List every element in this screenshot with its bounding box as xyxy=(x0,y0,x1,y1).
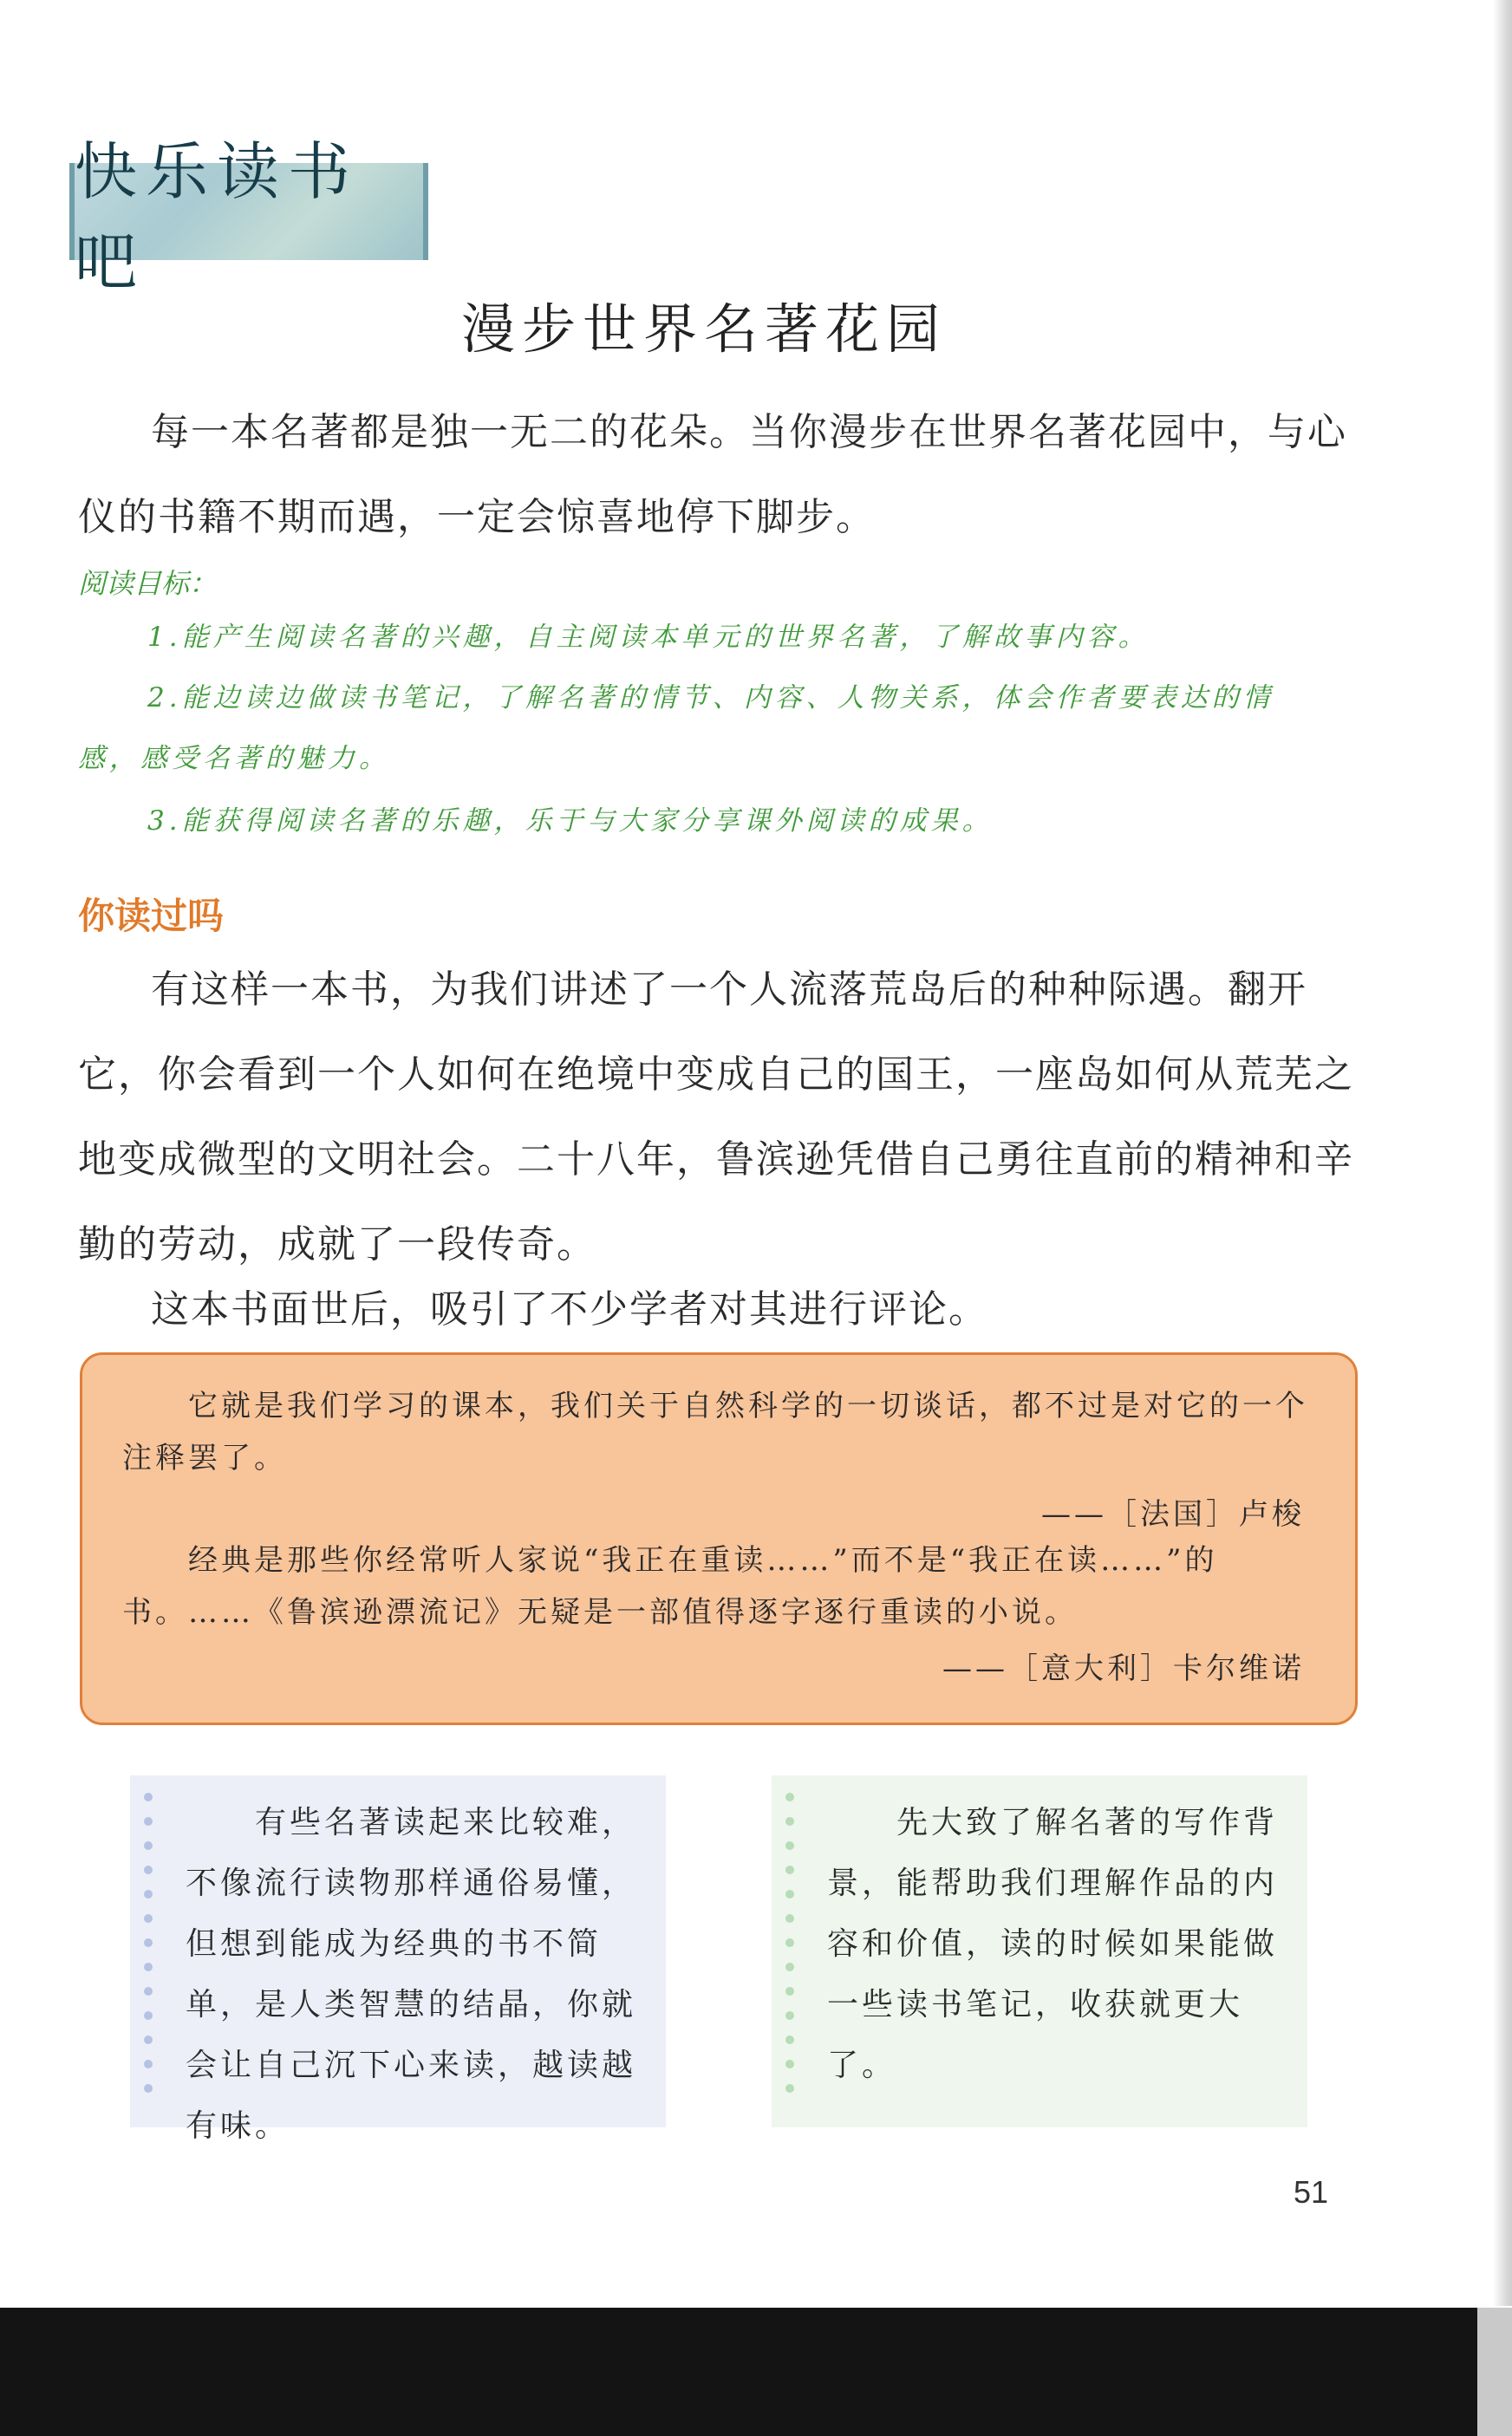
reading-goals-label: 阅读目标： xyxy=(78,567,218,600)
page-title: 漫步世界名著花园 xyxy=(460,297,947,361)
section-banner xyxy=(69,135,428,298)
reading-goal-3: 3.能获得阅读名著的乐趣，乐于与大家分享课外阅读的成果。 xyxy=(147,805,994,837)
intro-paragraph: 每一本名著都是独一无二的花朵。当你漫步在世界名著花园中，与心仪的书籍不期而遇，一定会惊喜地停下脚步。 xyxy=(78,410,1347,539)
body-paragraph-1: 有这样一本书，为我们讲述了一个人流落荒岛后的种种际遇。翻开它，你会看到一个人如何在绝境中变成自己的国王，一座岛如何从荒芜之地变成微型的文明社会。二十八年，鲁滨逊凭借自己勇往直前的精神和辛勤的劳动，成就了一段传奇。 xyxy=(78,967,1354,1267)
quotes-box xyxy=(80,1352,1358,1725)
tip-note-right xyxy=(772,1775,1307,2127)
tip-note-left xyxy=(130,1775,666,2144)
tip-note-right-text: 先大致了解名著的写作背景，能帮助我们理解作品的内容和价值，读的时候如果能做一些读书笔记，收获就更大了。 xyxy=(827,1805,1279,2083)
quote-1-line-1: 它就是我们学习的课本，我们关于自然科学的一切谈话，都不过是对它的一个 xyxy=(188,1389,1308,1423)
quote-1-source: ——［法国］卢梭 xyxy=(1041,1497,1305,1532)
page-edge-shadow xyxy=(1493,0,1512,2306)
reading-goal-2-cont: 感，感受名著的魅力。 xyxy=(78,743,390,774)
banner-title: 快乐读书吧 xyxy=(75,135,360,298)
reading-goal-2: 2.能边读边做读书笔记，了解名著的情节、内容、人物关系，体会作者要表达的情 xyxy=(147,682,1274,713)
note-dots-decoration xyxy=(784,1793,796,2114)
page-number: 51 xyxy=(1294,2174,1329,2210)
scan-bottom-band xyxy=(0,2308,1512,2436)
tip-note-left-text: 有些名著读起来比较难，不像流行读物那样通俗易懂，但想到能成为经典的书不简单，是人类智慧的结晶，你就会让自己沉下心来读，越读越有味。 xyxy=(186,1805,637,2144)
reading-goal-1: 1.能产生阅读名著的兴趣，自主阅读本单元的世界名著，了解故事内容。 xyxy=(147,622,1150,653)
quote-2-source: ——［意大利］卡尔维诺 xyxy=(942,1651,1305,1686)
scan-bottom-edge xyxy=(1477,2308,1512,2436)
quote-2-line-1: 经典是那些你经常听人家说“我正在重读……”而不是“我正在读……”的 xyxy=(188,1543,1218,1578)
quote-1-line-2: 注释罢了。 xyxy=(122,1441,287,1475)
quote-2-line-2: 书。……《鲁滨逊漂流记》无疑是一部值得逐字逐行重读的小说。 xyxy=(122,1595,1078,1630)
note-dots-decoration xyxy=(142,1793,154,2114)
section-heading: 你读过吗 xyxy=(78,895,225,937)
body-paragraph-2: 这本书面世后，吸引了不少学者对其进行评论。 xyxy=(151,1287,988,1332)
